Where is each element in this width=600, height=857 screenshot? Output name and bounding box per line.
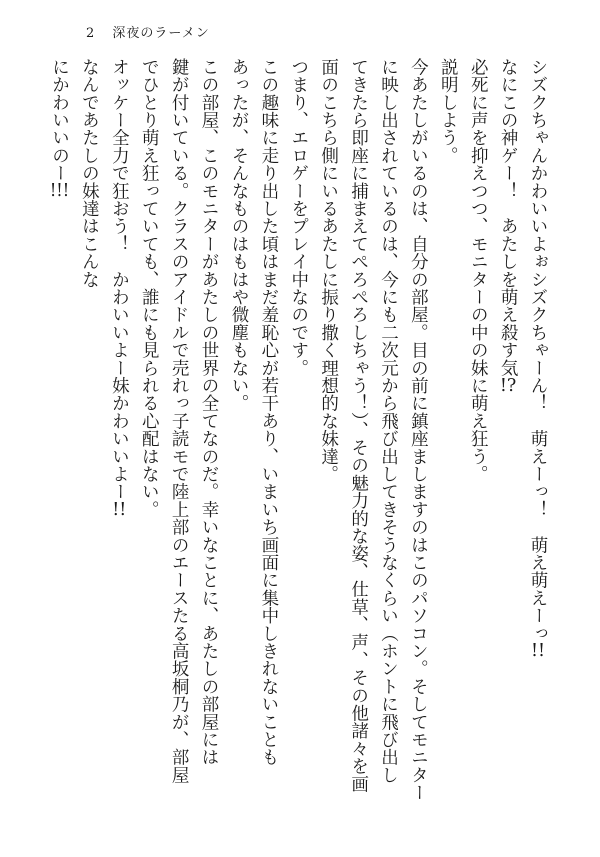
chapter-title: 深夜のラーメン bbox=[112, 26, 210, 41]
text-line: 面のこちら側にいるあたしに振り撒く理想的な妹達。 bbox=[318, 58, 339, 483]
vertical-body-text bbox=[48, 58, 552, 818]
text-line: この部屋、このモニターがあたしの世界の全てなのだ。幸いなことに、あたしの部屋には bbox=[199, 58, 220, 766]
text-line: でひとり萌え狂っていても、誰にも見られる心配はない。 bbox=[139, 58, 160, 519]
text-line: にかわいいのー!!! bbox=[49, 58, 70, 200]
page-number: 2 bbox=[86, 26, 96, 41]
text-line: なんであたしの妹達はこんな bbox=[79, 58, 100, 289]
text-line: 説明しよう。 bbox=[438, 58, 459, 165]
text-line: に映し出されているのは、今にも二次元から飛び出してきそうなくらい（ホントに飛び出し bbox=[378, 58, 399, 784]
text-line: 必死に声を抑えつつ、モニターの中の妹に萌え狂う。 bbox=[468, 58, 489, 483]
text-line: なにこの神ゲー！ あたしを萌え殺す気!? bbox=[498, 58, 519, 395]
running-header bbox=[86, 22, 210, 41]
text-line: つまり、エロゲーをプレイ中なのです。 bbox=[288, 58, 309, 377]
text-line: てきたら即座に捕まえてぺろぺろしちゃう！）、その魅力的な姿、仕草、声、その他諸々を画 bbox=[348, 58, 369, 793]
text-line: 鍵が付いている。クラスのアイドルで売れっ子読モで陸上部のエースたる高坂桐乃が、部屋 bbox=[169, 58, 190, 784]
text-line: シズクちゃんかわいいよぉシズクちゃーん！ 萌えーっ！ 萌え萌えーっ!! bbox=[528, 58, 548, 660]
text-line: オッケー全力で狂おう！ かわいいよー妹かわいいよー!! bbox=[109, 58, 130, 518]
text-line: 今あたしがいるのは、自分の部屋。目の前に鎮座ましますのはこのパソコン。そしてモニター bbox=[408, 58, 429, 802]
text-line: あったが、そんなものはもはや微塵もない。 bbox=[228, 58, 249, 412]
text-line: この趣味に走り出した頃はまだ羞恥心が若干あり、いまいち画面に集中しきれないことも bbox=[258, 58, 279, 766]
